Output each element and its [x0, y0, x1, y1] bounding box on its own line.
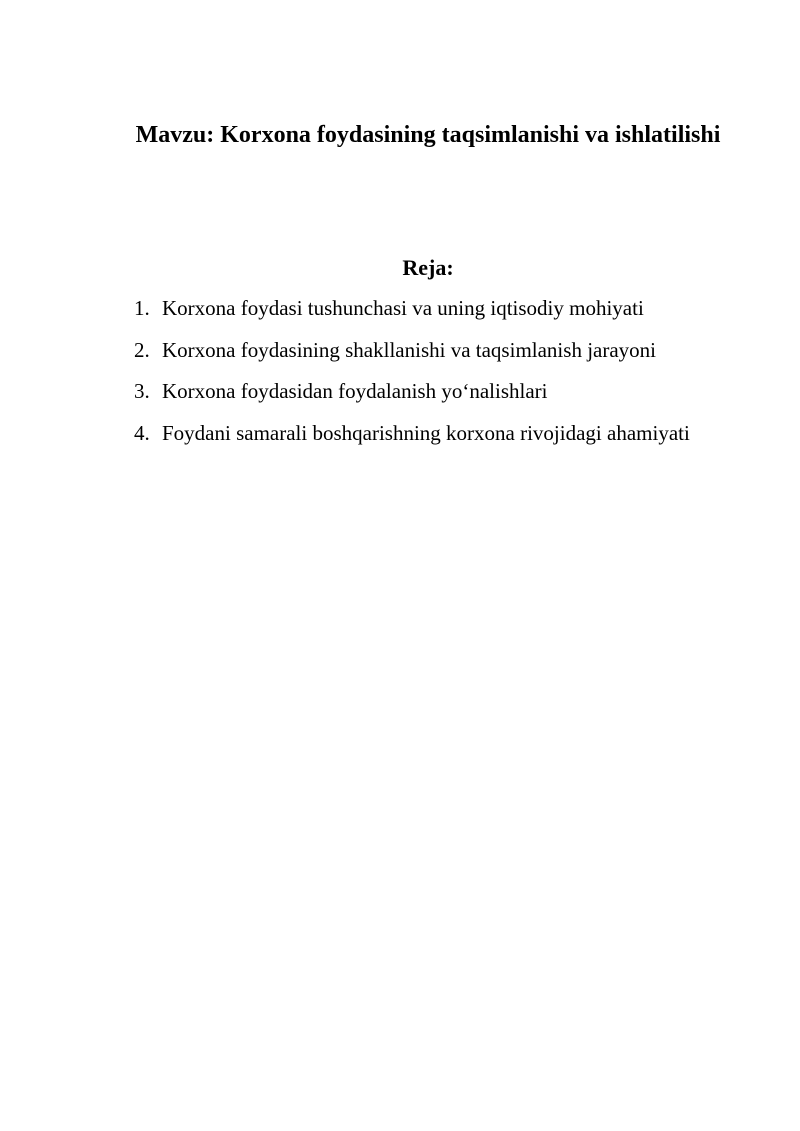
plan-item-number: 2.	[134, 337, 150, 362]
plan-list	[134, 288, 754, 454]
plan-item-number: 4.	[134, 420, 150, 445]
plan-item-4	[134, 413, 754, 455]
plan-item-text: Foydani samarali boshqarishning korxona rivojidagi ahamiyati	[162, 420, 690, 445]
plan-item-text: Korxona foydasidan foydalanish yo‘nalishlari	[162, 379, 548, 403]
document-title: Mavzu: Korxona foydasining taqsimlanishi va ishlatilishi	[135, 122, 721, 148]
plan-item-text: Korxona foydasi tushunchasi va uning iqtisodiy mohiyati	[162, 296, 644, 320]
plan-heading: Reja:	[402, 255, 454, 280]
plan-item-1	[134, 288, 754, 330]
plan-item-3	[134, 371, 754, 413]
plan-item-number: 1.	[134, 296, 150, 320]
plan-item-2	[134, 330, 754, 372]
plan-item-text: Korxona foydasining shakllanishi va taqsimlanish jarayoni	[162, 337, 656, 362]
plan-item-number: 3.	[134, 379, 150, 403]
